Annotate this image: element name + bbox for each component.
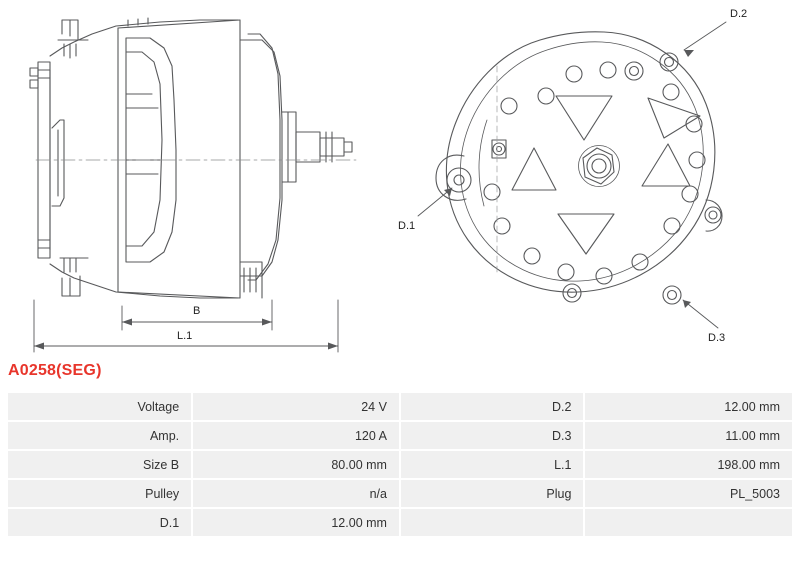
leader-lines [418,22,726,328]
label-d3: D.3 [708,332,726,344]
label-l1: L.1 [177,330,193,342]
front-view-group [436,32,722,304]
spec-label: D.3 [401,422,584,449]
dimension-lines [34,300,338,352]
table-row [8,480,792,507]
label-d2: D.2 [730,8,748,20]
spec-value-empty [585,509,792,536]
spec-value: 80.00 mm [193,451,399,478]
spec-value: n/a [193,480,399,507]
table-row [8,422,792,449]
spec-label: Plug [401,480,584,507]
side-view-group [30,18,356,298]
spec-label: Pulley [8,480,191,507]
label-d1: D.1 [398,220,416,232]
spec-label: Voltage [8,393,191,420]
table-row [8,393,792,420]
table-row [8,509,792,536]
spec-label: Amp. [8,422,191,449]
spec-value: 120 A [193,422,399,449]
spec-value: 24 V [193,393,399,420]
part-number: A0258(SEG) [8,362,102,379]
spec-value: 198.00 mm [585,451,792,478]
spec-label: D.1 [8,509,191,536]
spec-label: D.2 [401,393,584,420]
specification-table [6,391,794,538]
label-b: B [193,305,201,317]
spec-value: 12.00 mm [193,509,399,536]
spec-value: PL_5003 [585,480,792,507]
spec-value: 11.00 mm [585,422,792,449]
spec-label: L.1 [401,451,584,478]
spec-label: Size B [8,451,191,478]
spec-label-empty [401,509,584,536]
table-row [8,451,792,478]
spec-value: 12.00 mm [585,393,792,420]
